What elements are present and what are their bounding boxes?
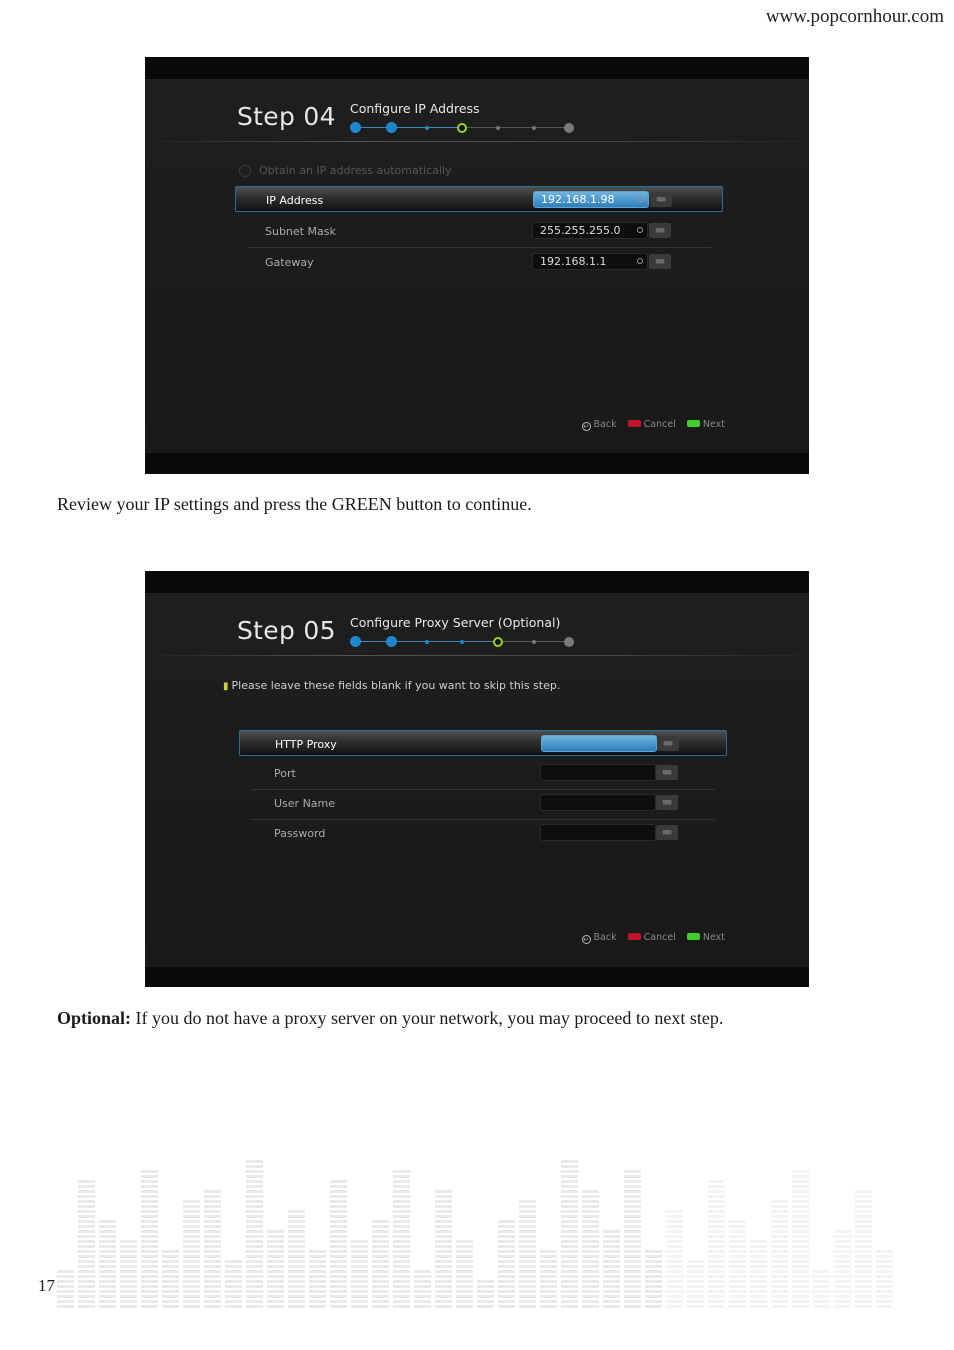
equalizer-decoration [57,1160,897,1310]
back-icon: ↩ [583,423,589,430]
progress-dot [386,636,397,647]
progress-dot [496,126,500,130]
progress-dot [532,126,536,130]
radio-circle-icon [239,165,251,177]
ip-address-label: IP Address [266,194,324,207]
ip-address-field[interactable]: 192.168.1.98 [533,191,649,208]
page-number: 17 [38,1276,55,1295]
caption-optional-text: If you do not have a proxy server on your network, you may proceed to next step. [131,1008,724,1028]
step-progress-indicator [350,121,580,135]
http-proxy-row[interactable] [239,730,727,756]
green-key-icon [687,933,700,940]
subnet-mask-field[interactable]: 255.255.255.0 [532,222,648,239]
step-subtitle: Configure Proxy Server (Optional) [350,615,561,630]
green-key-icon [687,420,700,427]
keyboard-icon[interactable]: ▩▩ [656,795,678,810]
remote-legend [574,419,725,431]
cancel-hint[interactable]: Cancel [628,419,676,430]
step-title: Step 04 [237,102,336,131]
back-icon: ↩ [583,936,589,943]
setup-screenshot-step-5 [145,571,809,987]
password-label: Password [274,827,326,840]
gateway-row[interactable] [235,249,723,275]
site-url[interactable]: www.popcornhour.com [765,6,944,27]
cancel-hint[interactable]: Cancel [628,932,676,943]
subnet-mask-row[interactable] [235,218,723,244]
keyboard-icon[interactable]: ▩▩ [656,825,678,840]
remote-legend [574,932,725,944]
next-hint[interactable]: Next [687,419,725,430]
back-hint[interactable]: ↩ Back [583,419,617,430]
progress-dot [425,126,429,130]
progress-dot [350,122,361,133]
progress-dot-current [457,123,467,133]
clear-icon[interactable] [637,258,643,264]
row-divider [247,247,711,248]
clear-icon[interactable] [637,227,643,233]
keyboard-icon[interactable]: ▩▩ [650,192,672,207]
next-hint[interactable]: Next [687,932,725,943]
port-label: Port [274,767,296,780]
gateway-field[interactable]: 192.168.1.1 [532,253,648,270]
progress-dot [350,636,361,647]
setup-screen [145,79,809,453]
red-key-icon [628,420,641,427]
keyboard-icon[interactable]: ▩▩ [656,765,678,780]
back-hint[interactable]: ↩ Back [583,932,617,943]
password-field[interactable] [540,824,656,841]
step-subtitle: Configure IP Address [350,101,480,116]
user-name-label: User Name [274,797,336,810]
progress-dot [564,123,574,133]
progress-dot-current [493,637,503,647]
progress-dot [386,122,397,133]
gateway-label: Gateway [265,256,314,269]
user-name-row[interactable] [239,790,727,816]
step-progress-indicator [350,635,580,649]
auto-ip-radio[interactable] [239,164,452,177]
progress-dot [532,640,536,644]
port-field[interactable] [540,764,656,781]
http-proxy-label: HTTP Proxy [275,738,337,751]
caption-optional [57,1008,723,1029]
clear-icon[interactable] [638,196,644,202]
port-row[interactable] [239,760,727,786]
keyboard-icon[interactable]: ▩▩ [657,736,679,751]
password-row[interactable] [239,820,727,846]
setup-screen [145,593,809,967]
header-divider [153,655,809,656]
auto-ip-label: Obtain an IP address automatically [259,164,452,177]
progress-dot [425,640,429,644]
step-title: Step 05 [237,616,336,645]
setup-screenshot-step-4 [145,57,809,474]
http-proxy-field[interactable] [541,735,657,752]
red-key-icon [628,933,641,940]
header-divider [153,141,809,142]
lightbulb-icon: ▮ [223,681,229,692]
progress-dot [460,640,464,644]
skip-hint: ▮ Please leave these fields blank if you want to skip this step. [223,679,561,692]
ip-address-row[interactable] [235,186,723,212]
progress-dot [564,637,574,647]
keyboard-icon[interactable]: ▩▩ [649,254,671,269]
caption-review-settings: Review your IP settings and press the GREEN button to continue. [57,494,532,514]
subnet-mask-label: Subnet Mask [265,225,336,238]
keyboard-icon[interactable]: ▩▩ [649,223,671,238]
caption-optional-bold: Optional: [57,1008,132,1028]
user-name-field[interactable] [540,794,656,811]
